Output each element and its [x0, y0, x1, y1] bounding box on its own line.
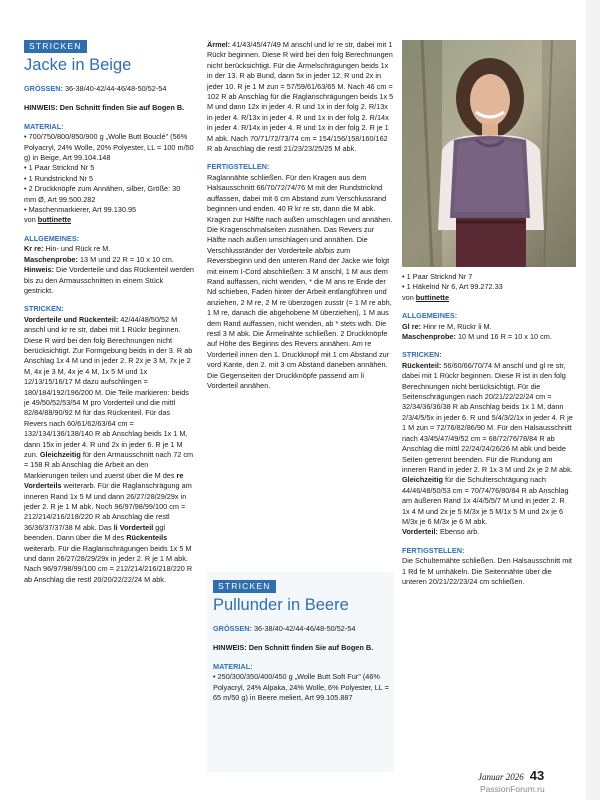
jacke-material-2: • 1 Rundstricknd Nr 5: [24, 173, 94, 183]
jacke-material-4: • Maschenmarkierer, Art 99.130.95: [24, 205, 137, 215]
jacke-fertig: Raglannähte schließen. Für den Kragen aus dem Halsausschnitt 66/70/72/74/76 M mit der Rundstricknd auffassen, dabei mit 6 cm Abstand zum Verschlussrand beginnen und enden. 40 R kr re str, dann die M abk. Kragen zur Hälfte nach außen umschlagen und annähen. Die Kragenschmalseiten zusnähen. Das Revers zur Hälfte nach außen umschlagen und annähen. Die Verschlussränder der Vorderteile ab/bis zum Reversbeginn und den unteren Rand der Jacke wie folgt mit einem I-Cord abschließen: 3 M anschl, 1 M aus dem Rand auffassen, nicht wenden, * die M ans re Ende der Nd schieben, Faden hinter der Arbeit entlangführen und anziehen, 2 M re, 2 M re überzogen zusstr (= 1 M re abh, 1 M re, danach die abgehobene M überziehen), 1 M aus dem Rand auffassen, nicht wenden, ab * stets wdh. Die restl 3 M abk. Die Ärmelnähte schließen. 2 Druckknöpfe auf Höhe des Beginns des Revers annähen. Am re Vorderteil innen den 1. Druckknopf mit 1 cm Abstand zur vord Kante, den 2. mit 3 cm Abstand daneben annähen. Die Gegenseiten der Druckknöpfe passend am li Vorderteil annähen.: [207, 172, 393, 390]
jacke-mp: Maschenprobe: 13 M und 22 R = 10 x 10 cm.: [24, 254, 174, 264]
pullunder-hinweis: HINWEIS: Den Schnitt finden Sie auf Bogen B.: [213, 643, 374, 653]
watermark: PassionForum.ru: [480, 784, 545, 794]
jacke-material-1: • 1 Paar Stricknd Nr 5: [24, 163, 95, 173]
model-photo-illustration: [402, 40, 576, 267]
pullunder-material-head: MATERIAL:: [213, 661, 253, 671]
page-number: 43: [529, 768, 545, 783]
jacke-stricken-head: STRICKEN:: [24, 304, 64, 314]
pullunder-fertig-head: FERTIGSTELLEN:: [402, 545, 465, 555]
jacke-material-head: MATERIAL:: [24, 121, 64, 131]
pullunder-column: [402, 272, 574, 587]
pullunder-title: Pullunder in Beere: [213, 596, 349, 614]
jacke-groessen: GRÖSSEN: 36-38/40-42/44-46/48-50/52-54: [24, 84, 167, 93]
pullunder-rt: Rückenteil: 56/60/66/70/74 M anschl und gl re str, dabei mit 1 Rückr beginnen. Diese R ist in den folg Berechnungen nicht berücksichtigt. Für die Seitenschrägungen nach 20/21/22/22/24 cm = 32/34/36/36/38 R ab Anschlag beids 1x 1 M, dann 2/3/4/5/5x in jeder 6. R und 5/4/3/2/1x in jeder 4. R je 1 M zun = 72/76/82/86/90 M. Für den Halsausschnitt nach 43/45/47/49/52 cm = 68/72/76/78/84 R ab Anschlag die mittl 22/24/24/26/26 M abk und beide Seiten getrennt beenden. Für die Rundung am inneren Rand in jeder 2. R 1x 3 M und 2x je 2 M abk. Gleichzeitig für die Schulterschrägung nach 44/46/48/50/53 cm = 70/74/76/80/84 R ab Anschlag am äußeren Rand 1x 4/4/5/5/7 M und in jeder 2. R 1x 4 M und 2x je 5 M/3x je 5 M/1x 5 M und 2x je 6 M/3x je 6 M/3x je 6 M abk.: [402, 360, 573, 526]
brand-link[interactable]: buttinette: [415, 292, 450, 302]
jacke-aermel: Ärmel: 41/43/45/47/49 M anschl und kr re str, dabei mit 1 Rückr beginnen. Diese R wird bei den folg Berechnungen nicht berücksichtigt. Für die Ärmelschrägungen beids 1x in der 13. R ab Bund, dann 5x in jeder 12. R und 2x in jeder 10. R je 1 M zun = 57/59/61/63/65 M. Nach 46 cm = 102 R ab Anschlag für die Raglanschrägungen beids 1x 5 M und dann 12x in jeder 4. R und 1x in der folg 2. R/13x in jeder 4. R/13x in jeder 4. R und 1x in der folg 2. R/14x in jeder 4. R/14x in jeder 4. R und 1x in der folg 2. R je 1 M abk. Nach 70/71/72/73/74 cm = 154/156/158/160/162 R ab Anschlag die restl 21/23/23/25/25 M abk.: [207, 40, 394, 154]
pullunder-allg-head: ALLGEMEINES:: [402, 311, 458, 321]
jacke-brand-line: von buttinette: [24, 215, 72, 225]
pullunder-groessen: GRÖSSEN: 36-38/40-42/44-46/48-50/52-54: [213, 624, 356, 633]
jacke-material-0: • 700/750/800/850/900 g „Wolle Butt Bouclé" (56% Polyacryl, 24% Wolle, 20% Polyester, LL = 100 m/50 g) in Beige, Art 99.104.148: [24, 132, 194, 163]
jacke-hinweis: HINWEIS: Den Schnitt finden Sie auf Bogen B.: [24, 103, 185, 113]
jacke-kr: Kr re: Hin- und Rück re M.: [24, 244, 111, 254]
page-footer: [478, 768, 544, 783]
pullunder-stricken-head: STRICKEN:: [402, 350, 442, 360]
pullunder-gl: Gl re: Hinr re M, Rückr li M.: [402, 321, 492, 331]
pullunder-vt: Vorderteil: Ebenso arb.: [402, 527, 480, 537]
jacke-vr: Vorderteile und Rückenteil: 42/44/48/50/52 M anschl und kr re str, dabei mit 1 Rückr beginnen. Diese R wird bei den folg Berechnungen nicht berücksichtigt. Zur Formgebung beids in der 3. R ab Anschlag 1x 4 M und in jeder 2. R 2x je 3 M, 7x je 2 M, 4x je 3 M, 4x je 4 M, 1x 5 M und 1x 12/13/15/16/17 M dazu aufschlingen = 180/184/192/196/200 M. Die Teile markieren: beids je 49/50/52/53/54 M pro Vorderteil und die mittl 82/84/88/90/92 M für das Rückenteil. Für das Revers nach 60/61/62/63/64 cm = 132/134/136/138/140 R ab Anschlag beids 1x 1 M, dann 15x in jeder 4. R und 2x in jeder 6. R je 1 M zun. Gleichzeitig für den Armausschnitt nach 72 cm = 158 R ab Anschlag die Arbeit an den Markierungen teilen und zuerst über die M des re Vorderteils weiterarb. Für die Raglanschrägung am inneren Rand 1x 5 M und dann 26/27/28/29/29x in jeder 2. R je 1 M abk. Noch 96/97/98/99/100 cm = 212/214/216/218/220 R ab Anschlag die restl 36/36/37/37/38 M abk. Das li Vorderteil ggl beenden. Dann über die M des Rückenteils weiterarb. Für die Raglanschrägungen beids 1x 5 M und dann 26/27/28/29/29x in jeder 2. R je 1 M abk. Nach 96/97/98/99/100 cm = 212/214/216/218/220 R ab Anschlag die restl 20/20/22/22/24 M abk.: [24, 314, 194, 584]
jacke-title: Jacke in Beige: [24, 56, 132, 74]
pullunder-material-2: • 1 Häkelnd Nr 6, Art 99.272.33: [402, 282, 503, 292]
pullunder-fertig: Die Schulternähte schließen. Den Halsausschnitt mit 1 Rd fe M umhäkeln. Die Seitennähte über die unteren 20/21/22/23/24 cm schließen.: [402, 556, 572, 586]
jacke-column-2: [207, 40, 394, 391]
page-edge: [586, 0, 600, 800]
section-tag: STRICKEN: [213, 580, 276, 593]
jacke-hw: Hinweis: Die Vorderteile und das Rückenteil werden bis zu den Armausschnitten in einem Stück gestrickt.: [24, 265, 194, 295]
pullunder-mp: Maschenprobe: 10 M und 16 R = 10 x 10 cm.: [402, 332, 552, 342]
model-photo: [402, 40, 576, 267]
jacke-fertig-head: FERTIGSTELLEN:: [207, 162, 270, 172]
jacke-column: [24, 40, 194, 585]
pullunder-box: [207, 572, 394, 772]
jacke-allg-head: ALLGEMEINES:: [24, 233, 80, 243]
footer-month: Januar 2026: [478, 772, 524, 782]
jacke-material-3: • 2 Druckknöpfe zum Annähen, silber, Größe: 30 mm Ø, Art 99.500.282: [24, 184, 181, 204]
pullunder-brand-line: von buttinette: [402, 292, 450, 302]
brand-link[interactable]: buttinette: [37, 215, 72, 225]
pullunder-material-0: • 250/300/350/400/450 g „Wolle Butt Soft Fur" (46% Polyacryl, 24% Alpaka, 24% Wolle, 6% Polyester, LL = 65 m/50 g) in Beere meliert, Art 99.105.887: [213, 672, 389, 703]
section-tag: STRICKEN: [24, 40, 87, 53]
pullunder-material-1: • 1 Paar Stricknd Nr 7: [402, 272, 473, 281]
